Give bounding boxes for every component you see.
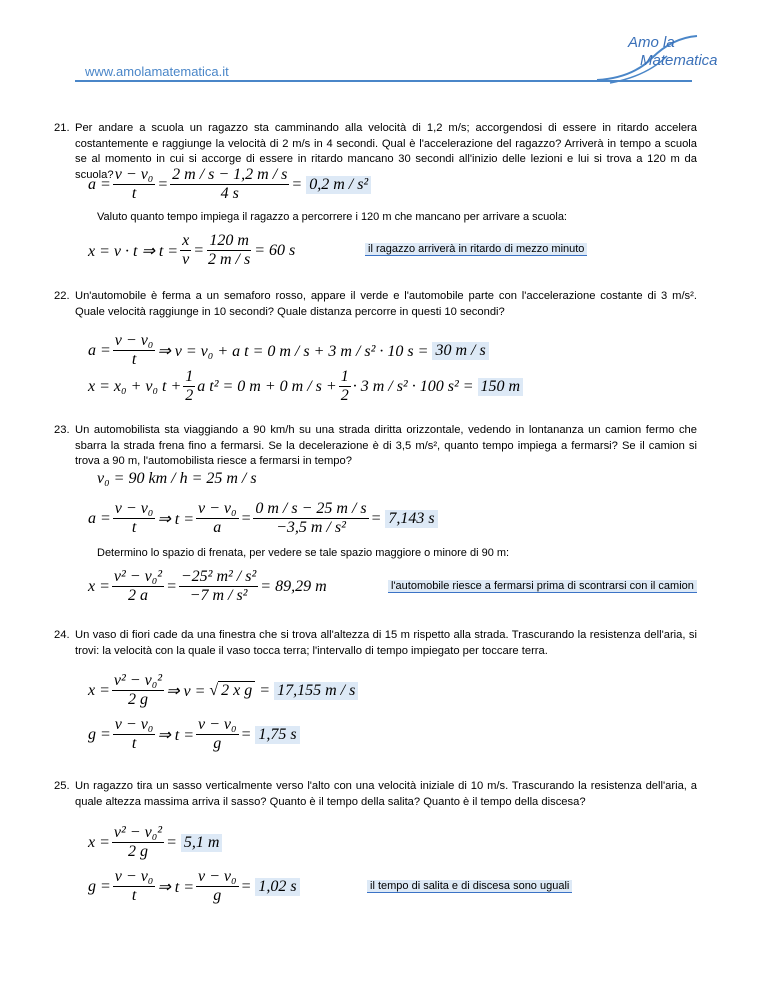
p24-equation-2: g = $\frac{\text{v − v₀}}{t}$ ⇒ t = $\frac{\text{v − v₀}}{g}$ = 1,75 s	[88, 716, 300, 753]
p25-equation-2: g = $\frac{\text{v − v₀}}{t}$ ⇒ t = $\frac{\text{v − v₀}}{g}$ = 1,02 s	[88, 868, 300, 905]
p21-equation-1: a = $\frac{\text{v − v₀}}{t}$ = $\frac{2 m / s - 1,2 m / s}{4 s}$ = 0,2 m / s²	[88, 166, 371, 203]
result: 5,1 m	[181, 834, 223, 852]
result: 7,143 s	[385, 510, 437, 528]
p22-equation-1: a = $\frac{\text{v − v₀}}{t}$ ⇒ v = v₀ + a t = 0 m / s + 3 m / s² · 10 s = 30 m / s	[88, 332, 489, 369]
problem-number: 25.	[54, 780, 70, 792]
result: 17,155 m / s	[274, 682, 358, 700]
result: 1,02 s	[255, 878, 299, 896]
p23-line: Determino lo spazio di frenata, per vedere se tale spazio maggiore o minore di 90 m:	[97, 547, 510, 559]
problem-text: Un automobilista sta viaggiando a 90 km/h su una strada diritta orizzontale, vedendo in lontananza un camion fermo che sbarra la strada frena fino a fermarsi. Se la decelerazione è di 3,5 m/s², quanto tempo impiega a fermarsi? Se il camion si trova a 90 m, l'automobilista riesce a fermarsi in tempo?	[75, 424, 697, 467]
p23-note: l'automobile riesce a fermarsi prima di scontrarsi con il camion	[388, 580, 697, 593]
p25-note: il tempo di salita e di discesa sono uguali	[367, 880, 572, 893]
result: 0,2 m / s²	[306, 176, 371, 194]
p24-equation-1: x = $\frac{\text{v² − v₀²}}{2 g}$ ⇒ v = √ 2 x g = 17,155 m / s	[88, 672, 358, 709]
problem-text: Un vaso di fiori cade da una finestra che si trova all'altezza di 15 m rispetto alla strada. Trascurando la resistenza dell'aria, si trovi: la velocità con la quale il vaso tocca terra; l'intervallo di tempo impiegato per toccare terra.	[75, 629, 697, 657]
problem-24	[54, 628, 697, 659]
header-url: www.amolamatematica.it	[85, 64, 229, 79]
p21-line: Valuto quanto tempo impiega il ragazzo a percorrere i 120 m che mancano per arrivare a scuola:	[97, 211, 567, 223]
problem-text: Un'automobile è ferma a un semaforo rosso, appare il verde e l'automobile parte con l'accelerazione costante di 3 m/s². Quale velocità raggiunge in 10 secondi? Quale distanza percorre in questi 10 secondi?	[75, 290, 697, 318]
p23-equation-2: x = $\frac{\text{v² − v₀²}}{2 a}$ = $\frac{\text{−25² m² / s²}}{\text{−7 m / s²}}$ = 89,29 m	[88, 568, 327, 604]
logo-line1: Amo la	[628, 34, 675, 51]
p21-note: il ragazzo arriverà in ritardo di mezzo minuto	[365, 243, 587, 256]
p21-equation-2: x = v · t ⇒ t = $\frac{x}{v}$ = $\frac{120 m}{2 m / s}$ = 60 s	[88, 232, 296, 268]
problem-number: 24.	[54, 629, 70, 641]
problem-22	[54, 289, 697, 320]
result: 30 m / s	[432, 342, 488, 360]
problem-number: 21.	[54, 122, 70, 134]
result: 150 m	[478, 378, 524, 396]
p23-equation-1: a = $\frac{\text{v − v₀}}{t}$ ⇒ t = $\frac{\text{v − v₀}}{a}$ = $\frac{0 m / s - 25 m / s}{\text{−3,5 m / s²}}$ = 7,143 s	[88, 500, 438, 537]
result: 1,75 s	[255, 726, 299, 744]
problem-23	[54, 423, 697, 470]
problem-number: 23.	[54, 424, 70, 436]
p25-equation-1: x = $\frac{\text{v² − v₀²}}{2 g}$ = 5,1 m	[88, 824, 222, 861]
p22-equation-2: x = x₀ + v₀ t + $\frac{1}{2}$ a t² = 0 m + 0 m / s + $\frac{1}{2}$ · 3 m / s² · 100 s² = 150 m	[88, 368, 523, 405]
problem-text: Per andare a scuola un ragazzo sta camminando alla velocità di 1,2 m/s; accorgendosi di essere in ritardo accelera costantemente e raggiunge la velocità di 2 m/s in 4 secondi. Qual è l'accelerazione del ragazzo? Arriverà in tempo a scuola se al momento in cui si accorge di essere in ritardo mancano 30 secondi all'inizio delle lezioni e lui si trova a 120 m da scuola?	[75, 122, 697, 181]
logo-line2: Matematica	[640, 52, 718, 69]
problem-number: 22.	[54, 290, 70, 302]
problem-25	[54, 779, 697, 810]
problem-text: Un ragazzo tira un sasso verticalmente verso l'alto con una velocità iniziale di 10 m/s. Trascurando la resistenza dell'aria, a quale altezza massima arriva il sasso? Quanto è il tempo della salita? Quanto è il tempo della discesa?	[75, 780, 697, 808]
p23-equation-0: v₀ = 90 km / h = 25 m / s	[97, 470, 257, 487]
